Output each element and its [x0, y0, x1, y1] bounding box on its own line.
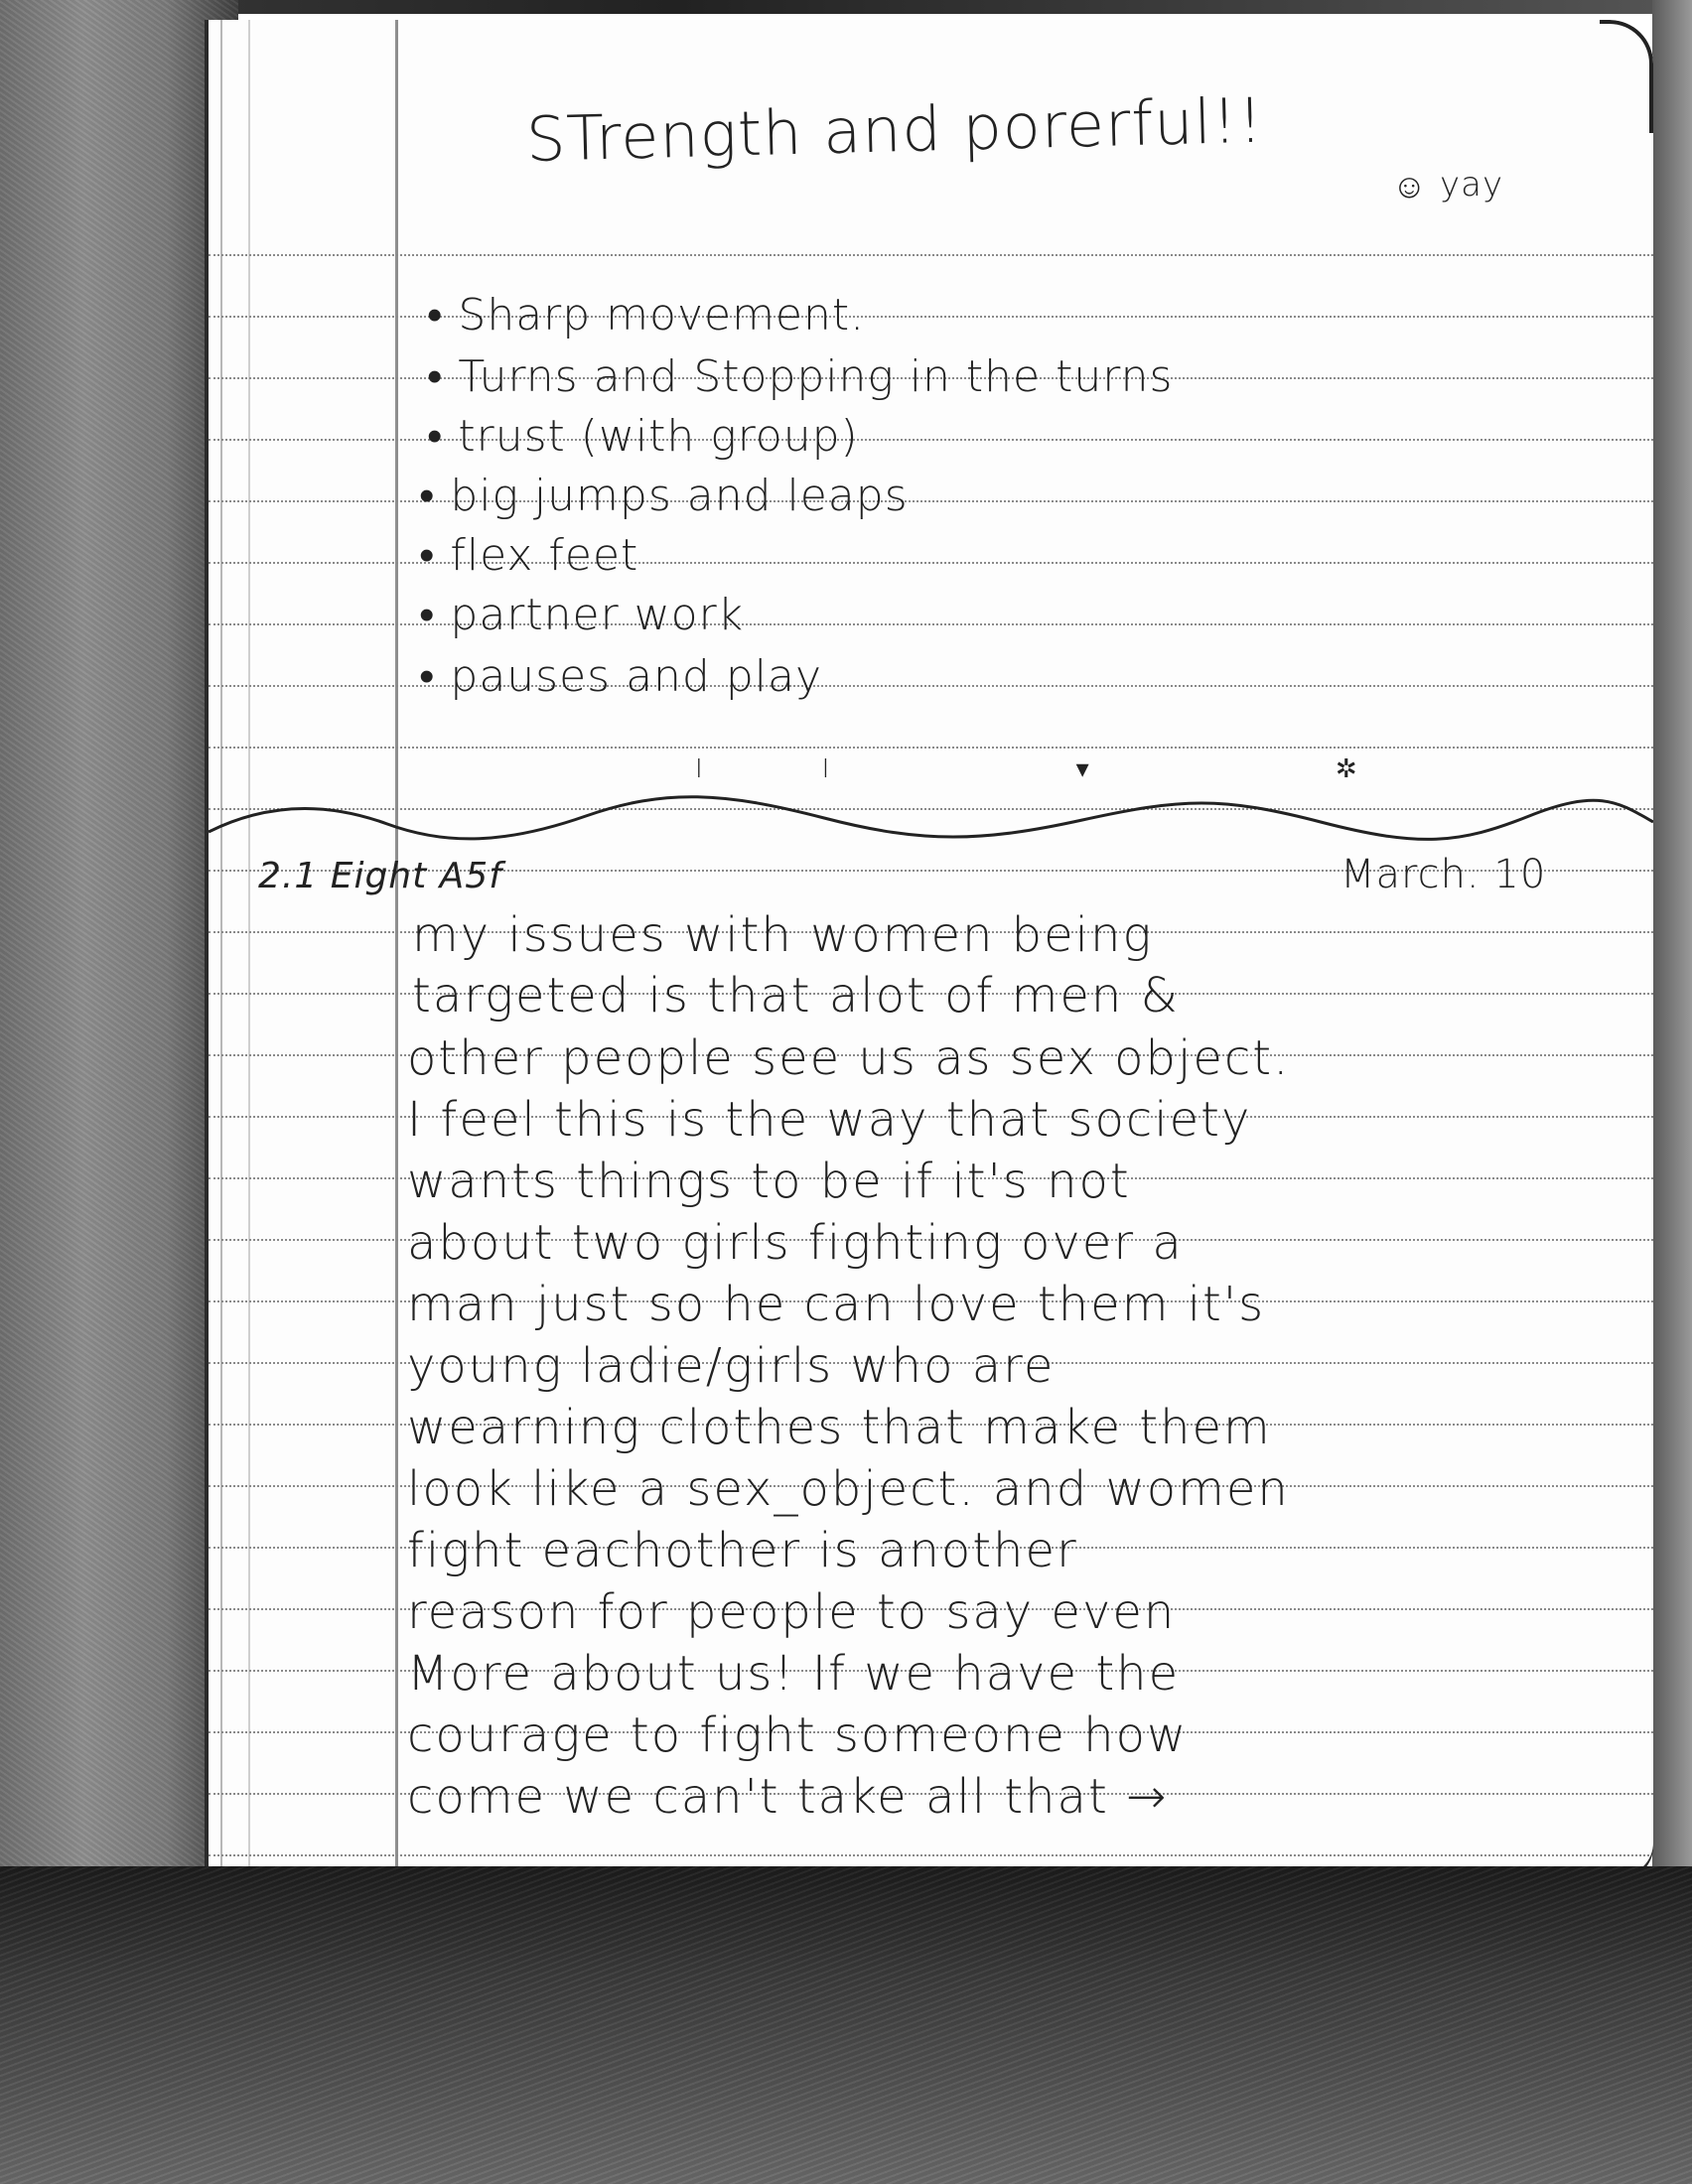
page-corner — [1600, 20, 1653, 133]
scan-right-edge — [1652, 0, 1692, 2184]
scan-bottom-edge — [0, 1866, 1692, 2184]
ruled-line — [209, 1854, 1653, 1856]
wavy-divider — [209, 792, 1653, 852]
entry-line: my issues with women being — [412, 907, 1154, 963]
entry-line: about two girls fighting over a — [407, 1215, 1184, 1271]
entry-line: wearning clothes that make them — [407, 1400, 1272, 1455]
entry-line: More about us! If we have the — [407, 1646, 1181, 1702]
entry-line: courage to fight someone how — [407, 1707, 1189, 1763]
page-title: STrength and porerful!! — [525, 83, 1265, 176]
entry-line: targeted is that alot of men & — [412, 968, 1180, 1024]
scan-top-edge — [0, 0, 1692, 14]
entry-line: come we can't take all that → — [407, 1769, 1169, 1825]
list-item: • big jumps and leaps — [419, 471, 909, 521]
entry-line: look like a sex_object. and women — [407, 1461, 1290, 1517]
continue-arrow-icon: → — [1126, 1769, 1169, 1825]
entry-line: I feel this is the way that society — [407, 1092, 1252, 1148]
entry-line: fight eachother is another — [407, 1523, 1078, 1578]
list-item: • pauses and play — [419, 651, 822, 702]
ruled-line — [209, 747, 1653, 749]
smiley-icon: ☺ — [1392, 167, 1428, 206]
entry-line: man just so he can love them it's — [407, 1277, 1266, 1332]
list-item: • flex feet — [419, 530, 639, 581]
doodle-marks: II ▾ ✲ — [695, 754, 1477, 784]
notebook-page — [209, 20, 1653, 1876]
scan-left-edge — [0, 0, 238, 2184]
list-item: • partner work — [419, 590, 745, 640]
ruled-line — [209, 316, 1653, 318]
list-item: • trust (with group) — [427, 411, 859, 462]
title-note: yay — [1440, 165, 1504, 205]
entry-line: young ladie/girls who are — [407, 1338, 1056, 1394]
list-item: • Sharp movement. — [427, 290, 866, 341]
entry-date: March. 10 — [1340, 852, 1547, 897]
entry-heading: 2.1 Eight A5f — [258, 856, 502, 896]
entry-line: wants things to be if it's not — [407, 1154, 1131, 1209]
entry-line: other people see us as sex object. — [407, 1030, 1291, 1086]
page-binding-edge — [220, 20, 250, 1876]
ruled-line — [209, 254, 1653, 256]
ruled-line — [209, 439, 1653, 441]
margin-line — [395, 20, 398, 1876]
entry-line: reason for people to say even — [407, 1584, 1177, 1640]
list-item: • Turns and Stopping in the turns — [427, 351, 1174, 402]
